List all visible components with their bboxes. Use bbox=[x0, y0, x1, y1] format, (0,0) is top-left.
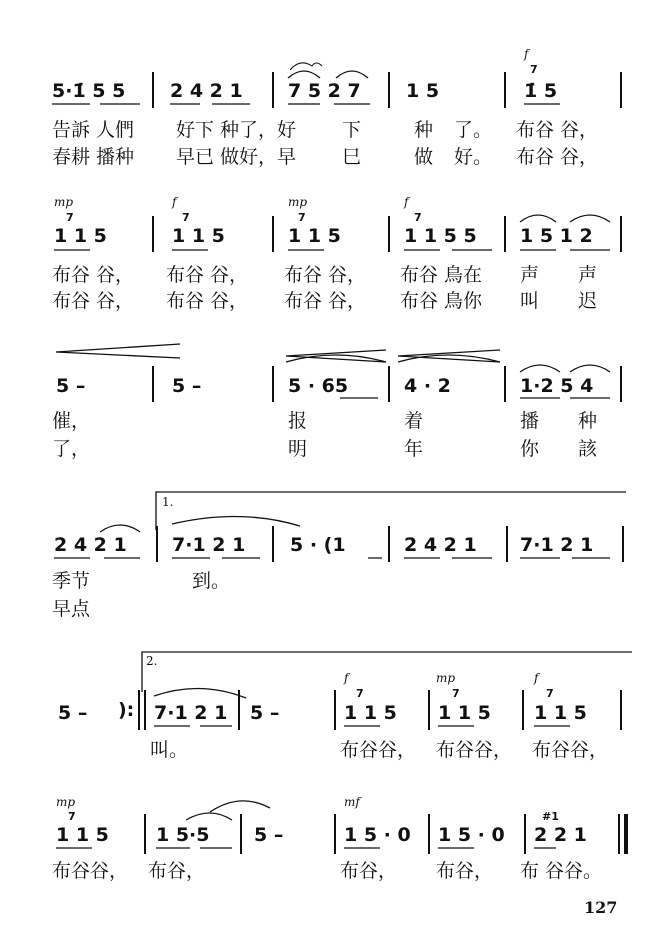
lyric-verse2: 明 bbox=[288, 438, 308, 460]
measure-notes: 2 2 1 bbox=[534, 824, 587, 846]
measure-notes: 5 · 65 bbox=[288, 375, 349, 397]
grace-note: 7 bbox=[182, 211, 190, 224]
lyric-verse2: 布谷 鳥你 bbox=[400, 290, 483, 312]
lyric-verse1: 布谷 谷， bbox=[284, 264, 367, 286]
lyric-verse2: 叫 bbox=[520, 290, 540, 312]
grace-note: 7 bbox=[68, 810, 76, 823]
lyric-verse2: 做 bbox=[414, 146, 434, 168]
lyric-verse1: 季节 bbox=[52, 570, 91, 592]
measure-notes: 1 5 1 2 bbox=[520, 225, 593, 247]
lyric-verse1: 种 bbox=[578, 410, 598, 432]
lyric-verse2: 布谷 谷， bbox=[284, 290, 367, 312]
lyric: 布谷， bbox=[340, 860, 398, 882]
lyric-verse2: 了， bbox=[52, 438, 91, 460]
lyric: 布谷谷， bbox=[340, 739, 417, 761]
grace-note: 7 bbox=[530, 63, 538, 76]
grace-note: 7 bbox=[356, 687, 364, 700]
lyric-verse2: 布谷 谷， bbox=[516, 146, 599, 168]
measure-notes: 5 – bbox=[250, 702, 280, 724]
measure-notes: 1 1 5 bbox=[172, 225, 225, 247]
lyric-verse1: 催， bbox=[52, 410, 91, 432]
lyric-verse1: 布谷 谷， bbox=[516, 119, 599, 141]
lyric-verse1: 着 bbox=[404, 410, 424, 432]
lyric-verse1: 到。 bbox=[192, 570, 231, 592]
volta-label: 2. bbox=[146, 654, 158, 668]
measure-notes: 1 5 bbox=[406, 80, 440, 102]
lyric-verse2: 巳 bbox=[342, 146, 362, 168]
dynamic-mark: mp bbox=[56, 795, 76, 809]
lyric-verse2: 年 bbox=[404, 438, 424, 460]
lyric-verse1: 声 bbox=[578, 264, 598, 286]
grace-note: 7 bbox=[546, 687, 554, 700]
lyric-verse1: 告訴 人們 bbox=[52, 119, 135, 141]
measure-notes: 7 5 2 7 bbox=[288, 80, 361, 102]
lyric-verse1: 声 bbox=[520, 264, 540, 286]
measure-notes: 5 – bbox=[56, 375, 86, 397]
dynamic-mark: f bbox=[534, 671, 539, 685]
measure-notes: 1 1 5 bbox=[438, 702, 491, 724]
dynamic-mark: f bbox=[172, 195, 177, 209]
measure-notes: 7·1 2 1 bbox=[520, 534, 594, 556]
measure-notes: 1 1 5 bbox=[534, 702, 587, 724]
measure-notes: 7·1 2 1 bbox=[154, 702, 228, 724]
lyric-verse2: 布谷 谷， bbox=[166, 290, 249, 312]
dynamic-mark: f bbox=[344, 671, 349, 685]
lyric: 布谷， bbox=[148, 860, 206, 882]
lyric-verse1: 布谷 谷， bbox=[166, 264, 249, 286]
measure-notes: 5 · (1 bbox=[290, 534, 346, 556]
lyric-verse2: 該 bbox=[578, 438, 598, 460]
measure-notes: 7·1 2 1 bbox=[172, 534, 246, 556]
measure-notes: 5·1̇ 5 5 bbox=[52, 80, 126, 102]
grace-note: 7 bbox=[414, 211, 422, 224]
lyric: 叫。 bbox=[150, 739, 189, 761]
measure-notes: 1 5 · 0 bbox=[438, 824, 505, 846]
measure-notes: 1 1 5 bbox=[288, 225, 341, 247]
dynamic-mark: mp bbox=[288, 195, 308, 209]
measure-notes: 2 4 2 1 bbox=[404, 534, 477, 556]
lyric-verse2: 早已 做好，早 bbox=[176, 146, 297, 168]
measure-notes: 5 – bbox=[172, 375, 202, 397]
dynamic-mark: f bbox=[524, 47, 529, 61]
dynamic-mark: mf bbox=[344, 795, 360, 809]
measure-notes: 1 1 5 bbox=[344, 702, 397, 724]
lyric-verse1: 了。 bbox=[454, 119, 493, 141]
grace-note: 7 bbox=[298, 211, 306, 224]
page-number: 127 bbox=[584, 898, 618, 917]
lyric-verse2: 你 bbox=[520, 438, 540, 460]
dynamic-mark: mp bbox=[436, 671, 456, 685]
lyric-verse2: 迟 bbox=[578, 290, 598, 312]
measure-notes: 1̇ 5 bbox=[524, 80, 558, 102]
lyric-verse1: 种 bbox=[414, 119, 434, 141]
repeat-sign: ): bbox=[118, 699, 135, 721]
lyric-verse2: 布谷 谷， bbox=[52, 290, 135, 312]
measure-notes: 1 1 5 5 bbox=[404, 225, 477, 247]
dynamic-mark: mp bbox=[54, 195, 74, 209]
lyric-verse1: 好下 种了，好 bbox=[176, 119, 297, 141]
grace-note: 7 bbox=[452, 687, 460, 700]
measure-notes: 5 – bbox=[254, 824, 284, 846]
measure-notes: 1 5·5 bbox=[156, 824, 210, 846]
lyric: 布 谷谷。 bbox=[520, 860, 603, 882]
lyric-verse2: 好。 bbox=[454, 146, 493, 168]
measure-notes: 4 · 2 bbox=[404, 375, 451, 397]
measure-notes: 1 1 5 bbox=[56, 824, 109, 846]
lyric-verse1: 布谷 鳥在 bbox=[400, 264, 483, 286]
measure-notes: 2 4 2 1 bbox=[170, 80, 243, 102]
lyric-verse2: 春耕 播种 bbox=[52, 146, 135, 168]
lyric-verse1: 报 bbox=[288, 410, 308, 432]
lyric: 布谷， bbox=[436, 860, 494, 882]
measure-notes: 1 5 · 0 bbox=[344, 824, 411, 846]
dynamic-mark: f bbox=[404, 195, 409, 209]
measure-notes: 5 – bbox=[58, 702, 88, 724]
lyric-verse1: 下 bbox=[342, 119, 362, 141]
volta-label: 1. bbox=[162, 495, 174, 509]
measure-notes: 2 4 2 1 bbox=[54, 534, 127, 556]
lyric: 布谷谷， bbox=[52, 860, 129, 882]
grace-note: 7 bbox=[66, 211, 74, 224]
lyric-verse1: 布谷 谷， bbox=[52, 264, 135, 286]
lyric-verse2: 早点 bbox=[52, 598, 91, 620]
lyric: 布谷谷， bbox=[436, 739, 513, 761]
grace-note: #1 bbox=[542, 810, 559, 823]
lyric: 布谷谷， bbox=[532, 739, 609, 761]
lyric-verse1: 播 bbox=[520, 410, 540, 432]
measure-notes: 1 1 5 bbox=[54, 225, 107, 247]
measure-notes: 1·2 5 4 bbox=[520, 375, 594, 397]
